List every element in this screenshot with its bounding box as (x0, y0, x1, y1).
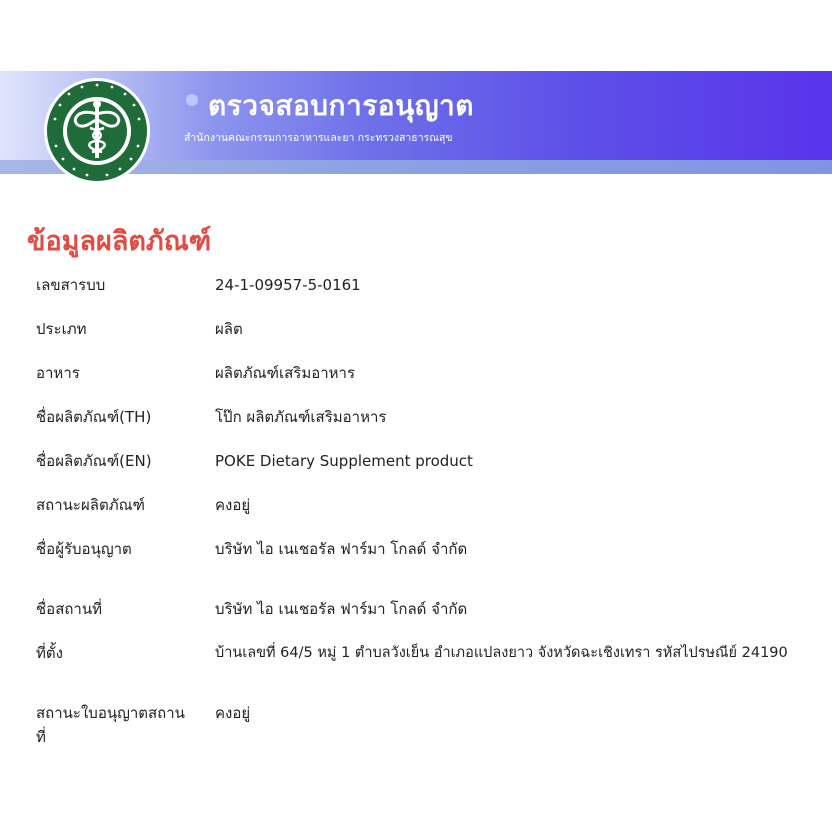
detail-label: เลขสารบบ (36, 276, 106, 294)
detail-value: ผลิต (215, 320, 243, 338)
title-bullet-icon (186, 94, 198, 106)
detail-value: บริษัท ไอ เนเชอรัล ฟาร์มา โกลด์ จำกัด (215, 600, 468, 618)
site-title: ตรวจสอบการอนุญาต (208, 89, 474, 122)
detail-value: บริษัท ไอ เนเชอรัล ฟาร์มา โกลด์ จำกัด (215, 540, 468, 558)
detail-value: POKE Dietary Supplement product (215, 452, 473, 470)
detail-value: ผลิตภัณฑ์เสริมอาหาร (215, 364, 356, 382)
detail-value: 24-1-09957-5-0161 (215, 276, 361, 294)
detail-label: ชื่อผลิตภัณฑ์(EN) (36, 452, 152, 470)
detail-label: สถานะใบอนุญาตสถานที่ (36, 704, 185, 746)
detail-label: อาหาร (36, 364, 80, 382)
detail-label: ที่ตั้ง (36, 644, 63, 662)
detail-value: คงอยู่ (215, 496, 251, 514)
detail-label: ชื่อผลิตภัณฑ์(TH) (36, 408, 152, 426)
detail-label: ชื่อผู้รับอนุญาต (36, 540, 132, 558)
site-subtitle: สำนักงานคณะกรรมการอาหารและยา กระทรวงสาธารณสุข (184, 132, 453, 144)
detail-value: โป๊ก ผลิตภัณฑ์เสริมอาหาร (215, 408, 387, 426)
detail-value: คงอยู่ (215, 704, 251, 722)
detail-label: ชื่อสถานที่ (36, 600, 102, 618)
detail-label: สถานะผลิตภัณฑ์ (36, 496, 145, 514)
detail-value: บ้านเลขที่ 64/5 หมู่ 1 ตำบลวังเย็น อำเภอแปลงยาว จังหวัดฉะเชิงเทรา รหัสไปรษณีย์ 24190 (215, 645, 788, 661)
detail-label: ประเภท (36, 320, 87, 338)
ministry-seal-logo (42, 76, 152, 186)
section-title: ข้อมูลผลิตภัณฑ์ (27, 226, 212, 257)
